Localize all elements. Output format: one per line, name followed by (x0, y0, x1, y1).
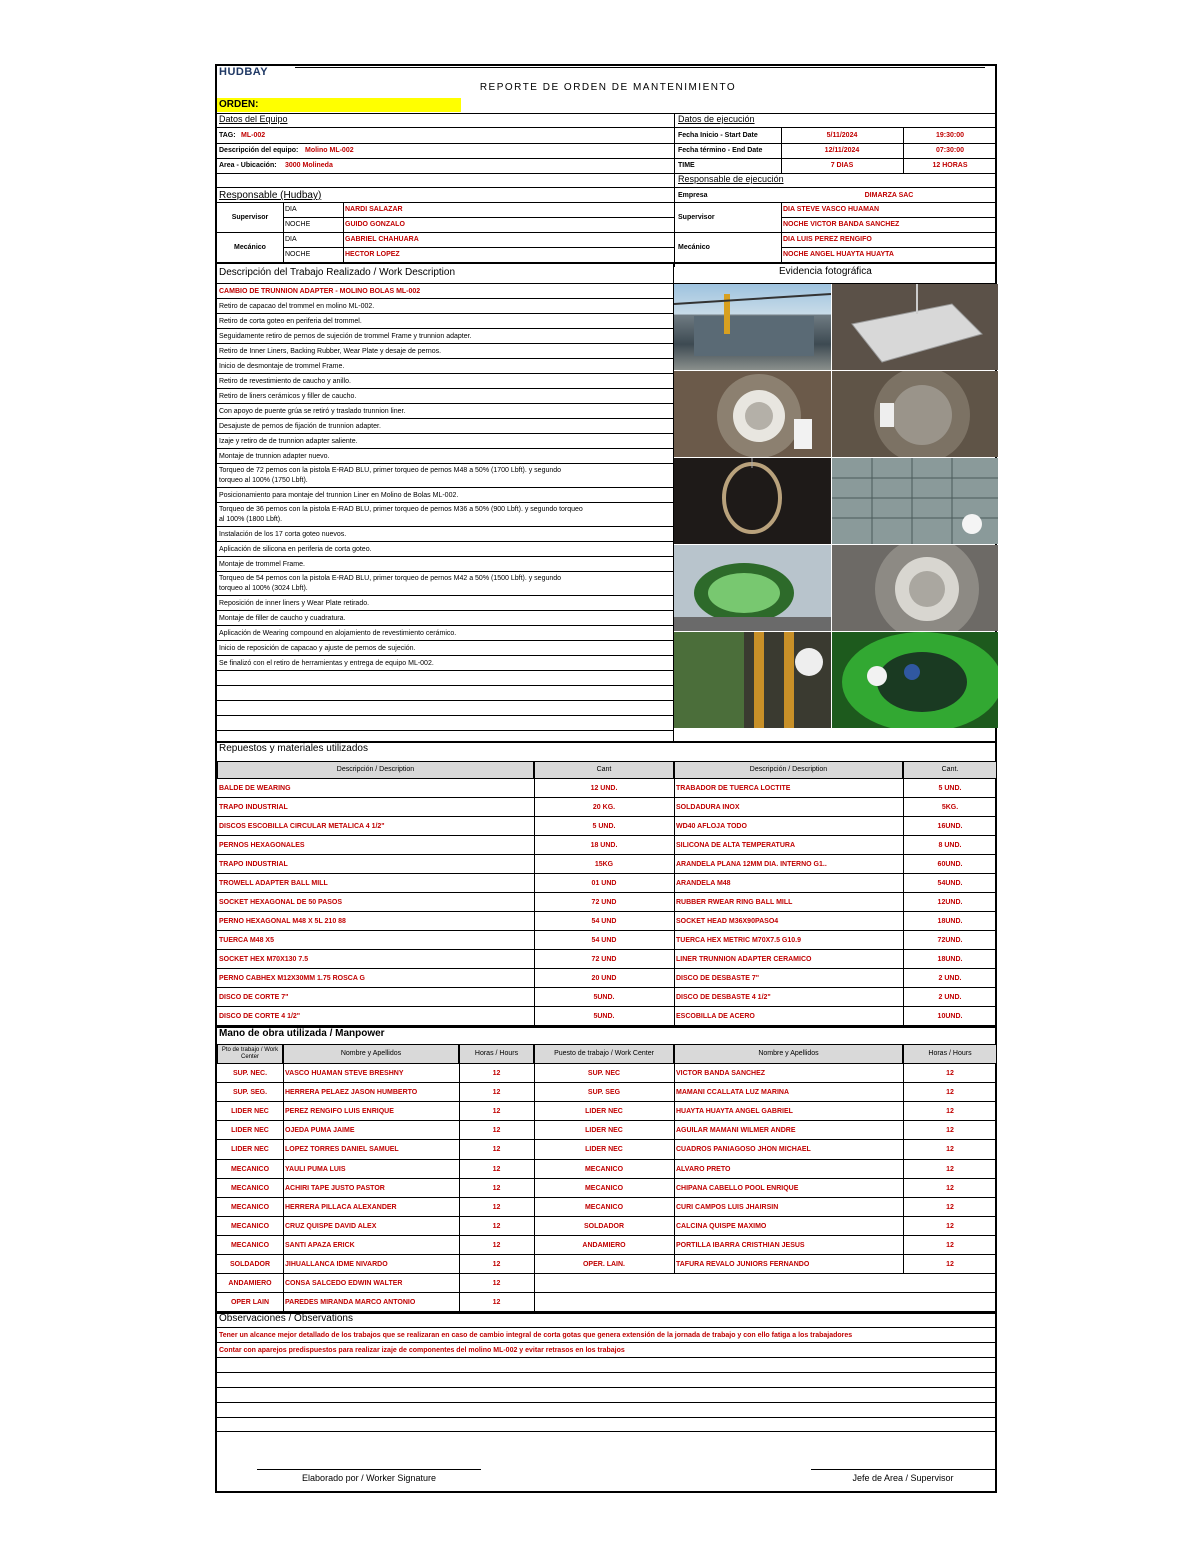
manpower-role: MECANICO (230, 1165, 270, 1173)
mp-col-puesto2: Puesto de trabajo / Work Center (534, 1044, 674, 1064)
ejec-mecanico-label: Mecánico (678, 243, 710, 251)
repuesto-desc: PERNO CABHEX M12X30MM 1.75 ROSCA G (219, 975, 365, 982)
hudbay-name: NARDI SALAZAR (345, 206, 403, 213)
hudbay-mecanico-label: Mecánico (234, 243, 266, 251)
manpower-hours: 12 (946, 1261, 954, 1269)
repuesto-desc: PERNOS HEXAGONALES (219, 842, 305, 849)
manpower-hours: 12 (946, 1070, 954, 1078)
desc-equipo-value: Molino ML-002 (305, 147, 354, 154)
observacion-line: Tener un alcance mejor detallado de los trabajos que se realizaran en caso de cambio integral de corta gotas que genera extensión de la jornada de trabajo y con ello fatiga a los trabajadores (217, 1328, 997, 1343)
ejec-person: DIA STEVE VASCO HUAMAN (783, 206, 880, 213)
repuesto-desc: SOLDADURA INOX (676, 804, 740, 811)
work-item: Se finalizó con el retiro de herramientas y entrega de equipo ML-002. (217, 656, 673, 671)
manpower-hours: 12 (946, 1089, 954, 1097)
repuesto-qty: 8 UND. (938, 842, 962, 849)
photo-evidence (832, 632, 998, 728)
manpower-name: AGUILAR MAMANI WILMER ANDRE (676, 1127, 796, 1135)
manpower-hours: 12 (492, 1127, 501, 1135)
manpower-name: CONSA SALCEDO EDWIN WALTER (285, 1280, 403, 1288)
manpower-hours: 12 (492, 1222, 501, 1230)
responsable-ejecucion-heading: Responsable de ejecución (678, 174, 784, 184)
manpower-role: OPER. LAIN. (582, 1261, 625, 1269)
manpower-role: MECANICO (230, 1203, 270, 1211)
work-item: CAMBIO DE TRUNNION ADAPTER - MOLINO BOLAS ML-002 (217, 284, 673, 299)
responsable-hudbay-heading: Responsable (Hudbay) (219, 190, 322, 201)
manpower-name: HERRERA PELAEZ JASON HUMBERTO (285, 1089, 418, 1097)
repuesto-qty: 10UND. (937, 1013, 963, 1020)
manpower-name: ACHIRI TAPE JUSTO PASTOR (285, 1184, 385, 1192)
empty-row (217, 716, 673, 731)
hudbay-name: GUIDO GONZALO (345, 221, 405, 228)
manpower-role: SUP. NEC (587, 1070, 621, 1078)
work-item: Reposición de inner liners y Wear Plate retirado. (217, 596, 673, 611)
manpower-role: SUP. SEG (587, 1089, 621, 1097)
manpower-name: HUAYTA HUAYTA ANGEL GABRIEL (676, 1108, 793, 1116)
ejec-supervisor-label: Supervisor (678, 213, 715, 221)
start-time-value: 19:30:00 (935, 132, 965, 139)
work-item: Retiro de Inner Liners, Backing Rubber, Wear Plate y desaje de pernos. (217, 344, 673, 359)
repuesto-desc: WD40 AFLOJA TODO (676, 823, 747, 830)
work-item: Montaje de trunnion adapter nuevo. (217, 449, 673, 464)
col-cant-right: Cant. (903, 761, 997, 779)
manpower-name: YAULI PUMA LUIS (285, 1165, 346, 1173)
work-item: Inicio de reposición de capacao y ajuste de pernos de sujeción. (217, 641, 673, 656)
manpower-name: ALVARO PRETO (676, 1165, 731, 1173)
manpower-hours: 12 (946, 1222, 954, 1230)
manpower-hours: 12 (946, 1146, 954, 1154)
repuestos-heading: Repuestos y materiales utilizados (219, 743, 368, 754)
repuesto-qty: 60UND. (937, 861, 963, 868)
repuesto-desc: RUBBER RWEAR RING BALL MILL (676, 899, 793, 906)
manpower-role: LIDER NEC (231, 1108, 269, 1116)
manpower-hours: 12 (492, 1146, 501, 1154)
manpower-name: VICTOR BANDA SANCHEZ (676, 1070, 766, 1078)
area-value: 3000 Molineda (285, 162, 333, 169)
manpower-name: VASCO HUAMAN STEVE BRESHNY (285, 1070, 404, 1078)
worker-signature-label: Elaborado por / Worker Signature (302, 1473, 436, 1483)
manpower-role: LIDER NEC (585, 1108, 623, 1116)
manpower-role: SOLDADOR (583, 1222, 625, 1230)
repuesto-qty: 5 UND. (938, 785, 962, 792)
repuesto-qty: 72UND. (937, 937, 963, 944)
ejec-person: NOCHE ANGEL HUAYTA HUAYTA (783, 251, 894, 258)
end-time-value: 07:30:00 (935, 147, 965, 154)
manpower-name: CRUZ QUISPE DAVID ALEX (285, 1222, 377, 1230)
empresa-label: Empresa (678, 191, 708, 199)
manpower-hours: 12 (492, 1070, 501, 1078)
manpower-role: OPER LAIN (230, 1299, 270, 1307)
manpower-name: PAREDES MIRANDA MARCO ANTONIO (285, 1299, 416, 1307)
repuesto-qty: 18 UND. (590, 842, 618, 849)
repuesto-desc: BALDE DE WEARING (219, 785, 291, 792)
manpower-role: LIDER NEC (585, 1146, 623, 1154)
work-item: Aplicación de Wearing compound en alojamiento de revestimiento cerámico. (217, 626, 673, 641)
mp-col-nombre2: Nombre y Apellidos (674, 1044, 903, 1064)
repuesto-desc: TROWELL ADAPTER BALL MILL (219, 880, 328, 887)
repuesto-desc: ARANDELA PLANA 12MM DIA. INTERNO G1.. (676, 861, 827, 868)
work-item: Posicionamiento para montaje del trunnion Liner en Molino de Bolas ML-002. (217, 488, 673, 503)
work-item: Retiro de capacao del trommel en molino ML-002. (217, 299, 673, 314)
tag-value: ML-002 (241, 132, 266, 139)
repuesto-desc: DISCO DE CORTE 4 1/2" (219, 1013, 301, 1020)
repuesto-desc: TRABADOR DE TUERCA LOCTITE (676, 785, 791, 792)
manpower-hours: 12 (492, 1108, 501, 1116)
repuesto-qty: 18UND. (937, 918, 963, 925)
repuesto-desc: DISCO DE DESBASTE 7" (676, 975, 760, 982)
repuesto-qty: 5 UND. (592, 823, 616, 830)
mp-col-horas2: Horas / Hours (903, 1044, 997, 1064)
manpower-name: CUADROS PANIAGOSO JHON MICHAEL (676, 1146, 811, 1154)
manpower-hours: 12 (492, 1203, 501, 1211)
time-days: 7 DIAS (830, 162, 854, 169)
manpower-name: CURI CAMPOS LUIS JHAIRSIN (676, 1203, 779, 1211)
work-item: Torqueo de 72 pernos con la pistola E-RAD BLU, primer torqueo de pernos M48 a 50% (1700 Lbft). y segundo torqueo al 100% (1750 Lbft). (217, 464, 673, 488)
manpower-hours: 12 (492, 1184, 501, 1192)
photo-evidence (674, 545, 831, 631)
empresa-value: DIMARZA SAC (864, 191, 914, 199)
repuesto-desc: TRAPO INDUSTRIAL (219, 804, 288, 811)
manpower-role: MECANICO (584, 1203, 624, 1211)
work-item: Inicio de desmontaje de trommel Frame. (217, 359, 673, 374)
hudbay-logo: HUDBAY (219, 66, 269, 78)
hudbay-shift: NOCHE (285, 251, 311, 258)
repuesto-qty: 2 UND. (938, 975, 962, 982)
manpower-hours: 12 (946, 1127, 954, 1135)
manpower-name: PORTILLA IBARRA CRISTHIAN JESUS (676, 1241, 805, 1249)
manpower-role: LIDER NEC (585, 1127, 623, 1135)
repuesto-qty: 12UND. (937, 899, 963, 906)
manpower-role: MECANICO (584, 1184, 624, 1192)
work-item: Instalación de los 17 corta goteo nuevos. (217, 527, 673, 542)
repuesto-qty: 01 UND (591, 880, 617, 887)
manpower-name: HERRERA PILLACA ALEXANDER (285, 1203, 397, 1211)
start-date-label: Fecha Inicio - Start Date (678, 132, 758, 139)
orden-label: ORDEN: (217, 98, 461, 112)
repuesto-qty: 72 UND (591, 956, 617, 963)
end-date-value: 12/11/2024 (824, 147, 860, 154)
datos-equipo-heading: Datos del Equipo (219, 114, 288, 124)
manpower-role: MECANICO (230, 1241, 270, 1249)
empty-row (217, 1373, 997, 1388)
work-item: Retiro de liners cerámicos y filler de caucho. (217, 389, 673, 404)
supervisor-signature-label: Jefe de Area / Supervisor (852, 1473, 954, 1483)
time-label: TIME (678, 162, 695, 169)
empty-row (217, 671, 673, 686)
empty-row (217, 701, 673, 716)
empty-row (217, 1403, 997, 1418)
time-hours: 12 HORAS (932, 162, 968, 169)
ejec-person: NOCHE VICTOR BANDA SANCHEZ (783, 221, 900, 228)
manpower-name: LOPEZ TORRES DANIEL SAMUEL (285, 1146, 399, 1154)
repuesto-qty: 54 UND (591, 918, 617, 925)
manpower-name: CALCINA QUISPE MAXIMO (676, 1222, 767, 1230)
photo-evidence (832, 284, 998, 370)
empty-row (217, 1418, 997, 1432)
manpower-name: PEREZ RENGIFO LUIS ENRIQUE (285, 1108, 394, 1116)
repuesto-qty: 16UND. (937, 823, 963, 830)
work-description-heading: Descripción del Trabajo Realizado / Work Description (219, 267, 456, 278)
repuesto-desc: PERNO HEXAGONAL M48 X 5L 210 88 (219, 918, 346, 925)
repuesto-qty: 20 UND (591, 975, 617, 982)
manpower-hours: 12 (946, 1108, 954, 1116)
manpower-name: CHIPANA CABELLO POOL ENRIQUE (676, 1184, 799, 1192)
manpower-role: LIDER NEC (231, 1146, 269, 1154)
repuesto-qty: 54 UND (591, 937, 617, 944)
repuesto-qty: 5KG. (941, 804, 959, 811)
work-item: Torqueo de 36 pernos con la pistola E-RAD BLU, primer torqueo de pernos M36 a 50% (900 Lbft). y segundo torqueo al 100% (1800 Lbft). (217, 503, 673, 527)
manpower-role: SUP. NEC. (232, 1070, 268, 1078)
empty-row (217, 1388, 997, 1403)
manpower-heading: Mano de obra utilizada / Manpower (219, 1028, 385, 1039)
manpower-table (217, 1064, 997, 1312)
photo-evidence (832, 371, 998, 457)
manpower-role: SOLDADOR (229, 1261, 271, 1269)
observacion-line: Contar con aparejos predispuestos para realizar izaje de componentes del molino ML-002 y evitar retrasos en los trabajos (217, 1343, 997, 1358)
work-item: Retiro de revestimiento de caucho y anillo. (217, 374, 673, 389)
repuesto-desc: DISCOS ESCOBILLA CIRCULAR METALICA 4 1/2" (219, 823, 385, 830)
mp-col-puesto: Pto de trabajo / Work Center (217, 1044, 283, 1064)
work-item: Izaje y retiro de de trunnion adapter saliente. (217, 434, 673, 449)
photo-evidence (674, 284, 831, 370)
work-item: Seguidamente retiro de pernos de sujeción de trommel Frame y trunnion adapter. (217, 329, 673, 344)
col-cant-left: Cant (534, 761, 674, 779)
work-description-list (217, 284, 673, 740)
empty-row (217, 1358, 997, 1373)
manpower-role: MECANICO (584, 1165, 624, 1173)
desc-equipo-label: Descripción del equipo: (219, 147, 299, 154)
repuesto-desc: SOCKET HEX M70X130 7.5 (219, 956, 309, 963)
repuesto-desc: LINER TRUNNION ADAPTER CERAMICO (676, 956, 812, 963)
repuesto-desc: TUERCA M48 X5 (219, 937, 274, 944)
manpower-role: ANDAMIERO (228, 1280, 272, 1288)
manpower-name: OJEDA PUMA JAIME (285, 1127, 355, 1135)
worker-signature-line (257, 1469, 481, 1470)
manpower-hours: 12 (492, 1280, 501, 1288)
manpower-name: SANTI APAZA ERICK (285, 1241, 355, 1249)
work-item: Retiro de corta goteo en periferia del trommel. (217, 314, 673, 329)
repuesto-qty: 2 UND. (938, 994, 962, 1001)
hudbay-shift: DIA (285, 206, 297, 213)
repuesto-desc: DISCO DE CORTE 7" (219, 994, 289, 1001)
observaciones-heading: Observaciones / Observations (219, 1313, 353, 1324)
col-desc-left: Descripción / Description (217, 761, 534, 779)
empty-row (217, 686, 673, 701)
repuesto-qty: 18UND. (937, 956, 963, 963)
col-desc-right: Descripción / Description (674, 761, 903, 779)
manpower-hours: 12 (946, 1165, 954, 1173)
repuesto-desc: TUERCA HEX METRIC M70X7.5 G10.9 (676, 937, 801, 944)
hudbay-shift: NOCHE (285, 221, 311, 228)
manpower-hours: 12 (492, 1299, 501, 1307)
manpower-role: SUP. SEG. (232, 1089, 268, 1097)
start-date-value: 5/11/2024 (826, 132, 858, 139)
repuesto-desc: DISCO DE DESBASTE 4 1/2" (676, 994, 771, 1001)
repuesto-qty: 12 UND. (590, 785, 618, 792)
manpower-hours: 12 (492, 1261, 501, 1269)
repuesto-qty: 5UND. (593, 994, 615, 1001)
photo-evidence (674, 632, 831, 728)
repuesto-desc: ARANDELA M48 (676, 880, 731, 887)
manpower-role: LIDER NEC (231, 1127, 269, 1135)
work-item: Torqueo de 54 pernos con la pistola E-RAD BLU, primer torqueo de pernos M42 a 50% (1500 Lbft). y segundo torqueo al 100% (3024 Lbft). (217, 572, 673, 596)
hudbay-name: GABRIEL CHAHUARA (345, 236, 419, 243)
tag-label: TAG: (219, 132, 236, 139)
manpower-name: MAMANI CCALLATA LUZ MARINA (676, 1089, 790, 1097)
repuestos-table (217, 779, 997, 1026)
repuesto-qty: 72 UND (591, 899, 617, 906)
end-date-label: Fecha término - End Date (678, 147, 763, 154)
repuesto-qty: 5UND. (593, 1013, 615, 1020)
evidencia-heading: Evidencia fotográfica (779, 266, 872, 277)
mp-col-nombre: Nombre y Apellidos (283, 1044, 459, 1064)
photo-evidence (674, 371, 831, 457)
manpower-hours: 12 (492, 1241, 501, 1249)
repuesto-desc: ESCOBILLA DE ACERO (676, 1013, 755, 1020)
repuesto-qty: 15KG (594, 861, 614, 868)
maintenance-report-sheet (215, 64, 997, 1493)
hudbay-shift: DIA (285, 236, 297, 243)
manpower-role: MECANICO (230, 1222, 270, 1230)
photo-evidence (832, 545, 998, 631)
work-item: Montaje de trommel Frame. (217, 557, 673, 572)
manpower-role: ANDAMIERO (582, 1241, 626, 1249)
manpower-hours: 12 (492, 1089, 501, 1097)
area-label: Area - Ubicación: (219, 162, 277, 169)
hudbay-supervisor-label: Supervisor (231, 213, 269, 221)
photo-evidence (832, 458, 998, 544)
report-title: REPORTE DE ORDEN DE MANTENIMIENTO (479, 82, 737, 93)
work-item: Desajuste de pernos de fijación de trunnion adapter. (217, 419, 673, 434)
work-item: Con apoyo de puente grúa se retiró y traslado trunnion liner. (217, 404, 673, 419)
manpower-name: JIHUALLANCA IDME NIVARDO (285, 1261, 388, 1269)
manpower-name: TAFURA REVALO JUNIORS FERNANDO (676, 1261, 810, 1269)
manpower-hours: 12 (492, 1165, 501, 1173)
mp-col-horas: Horas / Hours (459, 1044, 534, 1064)
hudbay-name: HECTOR LOPEZ (345, 251, 400, 258)
logo-rule (295, 67, 985, 68)
supervisor-signature-line (811, 1469, 995, 1470)
work-item: Montaje de filler de caucho y cuadratura. (217, 611, 673, 626)
datos-ejecucion-heading: Datos de ejecución (678, 114, 755, 124)
repuesto-desc: SOCKET HEXAGONAL DE 50 PASOS (219, 899, 343, 906)
manpower-hours: 12 (946, 1184, 954, 1192)
repuesto-desc: SOCKET HEAD M36X90PASO4 (676, 918, 779, 925)
manpower-hours: 12 (946, 1203, 954, 1211)
manpower-role: MECANICO (230, 1184, 270, 1192)
repuesto-qty: 54UND. (937, 880, 963, 887)
ejec-person: DIA LUIS PEREZ RENGIFO (783, 236, 872, 243)
manpower-hours: 12 (946, 1241, 954, 1249)
repuesto-desc: TRAPO INDUSTRIAL (219, 861, 288, 868)
work-item: Aplicación de silicona en periferia de corta goteo. (217, 542, 673, 557)
photo-evidence (674, 458, 831, 544)
repuesto-desc: SILICONA DE ALTA TEMPERATURA (676, 842, 795, 849)
repuesto-qty: 20 KG. (592, 804, 616, 811)
